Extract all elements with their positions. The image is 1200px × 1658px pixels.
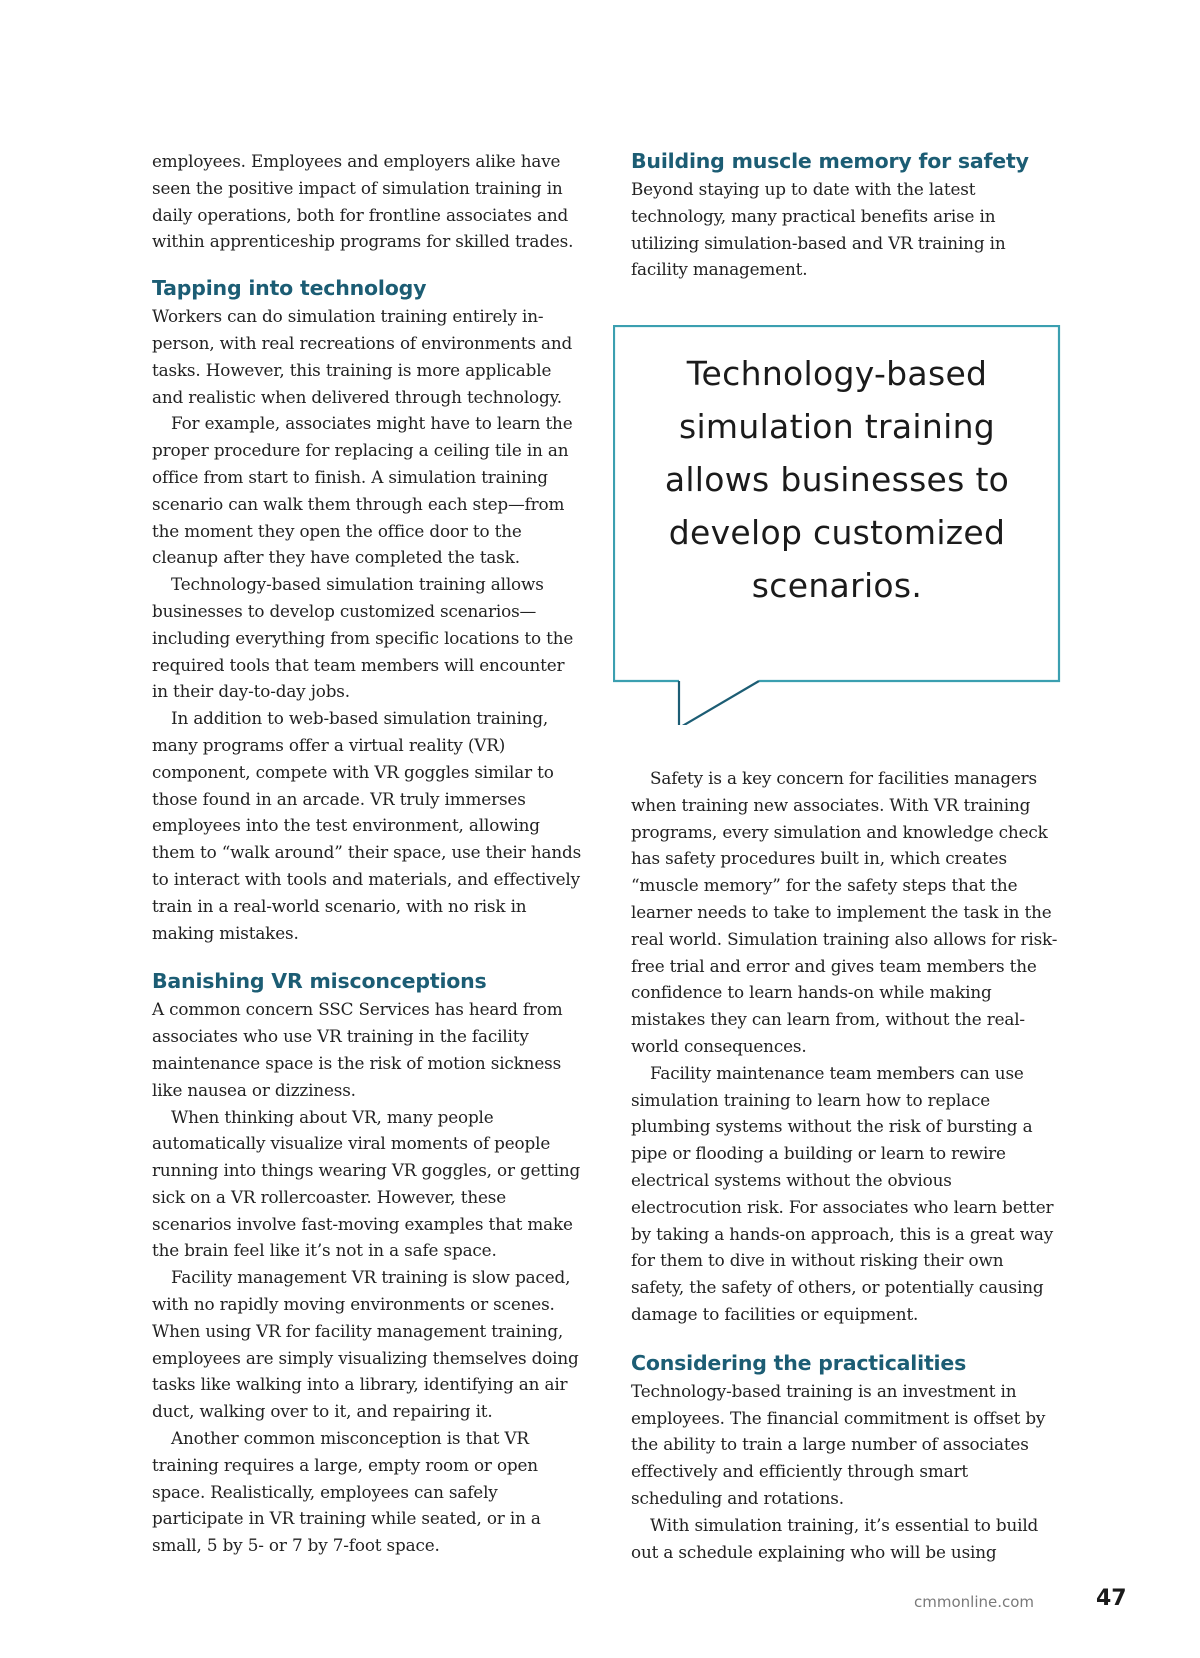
right-column-top [631, 148, 1061, 283]
section-heading-tapping-into-technology: Tapping into technology [152, 276, 427, 301]
section-heading-building-muscle-memory: Building muscle memory for safety [631, 149, 1029, 173]
body-paragraph: Workers can do simulation training entirely in-person, with real recreations of environments and tasks. However, this training is more applicable and realistic when delivered through technology. [152, 306, 573, 407]
body-paragraph: Facility maintenance team members can use simulation training to learn how to replace plumbing systems without the risk of bursting a pipe or flooding a building or learn to rewire electrical systems without the obvious electrocution risk. For associates who learn better by taking a hands-on approach, this is a great way for them to dive in without risking their own safety, the safety of others, or potentially causing damage to facilities or equipment. [631, 1062, 1054, 1324]
body-paragraph: Safety is a key concern for facilities managers when training new associates. With VR training programs, every simulation and knowledge check has safety procedures built in, which creates “muscle memory” for the safety steps that the learner needs to take to implement the task in the real world. Simulation training also allows for risk-free trial and error and gives team members the confidence to learn hands-on while making mistakes they can learn from, without the real-world consequences. [631, 768, 1058, 1056]
pull-quote-text: Technology-based simulation training allows businesses to develop customized scenarios. [664, 354, 1010, 605]
body-paragraph: Technology-based simulation training allows businesses to develop customized scenarios—including everything from specific locations to the required tools that team members will encounter in their day-to-day jobs. [152, 574, 574, 702]
body-paragraph: In addition to web-based simulation training, many programs offer a virtual reality (VR) component, compete with VR goggles similar to those found in an arcade. VR truly immerses employees into the test environment, allowing them to “walk around” their space, use their hands to interact with tools and materials, and effectively train in a real-world scenario, with no risk in making mistakes. [152, 708, 582, 943]
body-paragraph: Beyond staying up to date with the latest technology, many practical benefits arise in utilizing simulation-based and VR training in facility management. [631, 179, 1006, 280]
page-number: 47 [1096, 1586, 1127, 1611]
body-paragraph: Another common misconception is that VR training requires a large, empty room or open space. Realistically, employees can safely participate in VR training while seated, or in a small, 5 by 5- or 7 by 7-foot space. [152, 1428, 541, 1556]
body-paragraph: Facility management VR training is slow paced, with no rapidly moving environments or scenes. When using VR for facility management training, employees are simply visualizing themselves doing tasks like walking into a library, identifying an air duct, walking over to it, and repairing it. [152, 1267, 579, 1422]
body-paragraph: A common concern SSC Services has heard from associates who use VR training in the facility maintenance space is the risk of motion sickness like nausea or dizziness. [152, 999, 563, 1100]
body-paragraph: With simulation training, it’s essential to build out a schedule explaining who will be using [631, 1514, 1039, 1562]
footer-website: cmmonline.com [914, 1593, 1035, 1611]
body-paragraph: Technology-based training is an investment in employees. The financial commitment is offset by the ability to train a large number of associates effectively and efficiently through smart scheduling and rotations. [631, 1380, 1046, 1508]
left-column [152, 148, 582, 1559]
pull-quote-callout [613, 325, 1061, 681]
right-column-bottom [631, 765, 1061, 1565]
body-paragraph: For example, associates might have to learn the proper procedure for replacing a ceiling tile in an office from start to finish. A simulation training scenario can walk them through each step—from the moment they open the office door to the cleanup after they have completed the task. [152, 413, 573, 568]
body-paragraph: When thinking about VR, many people automatically visualize viral moments of people running into things wearing VR goggles, or getting sick on a VR rollercoaster. However, these scenarios involve fast-moving examples that make the brain feel like it’s not in a safe space. [152, 1106, 581, 1261]
intro-paragraph: employees. Employees and employers alike have seen the positive impact of simulation training in daily operations, both for frontline associates and within apprenticeship programs for skilled trades. [152, 151, 574, 252]
section-heading-considering-the-practicalities: Considering the practicalities [631, 1350, 967, 1375]
section-heading-banishing-vr-misconceptions: Banishing VR misconceptions [152, 969, 487, 994]
